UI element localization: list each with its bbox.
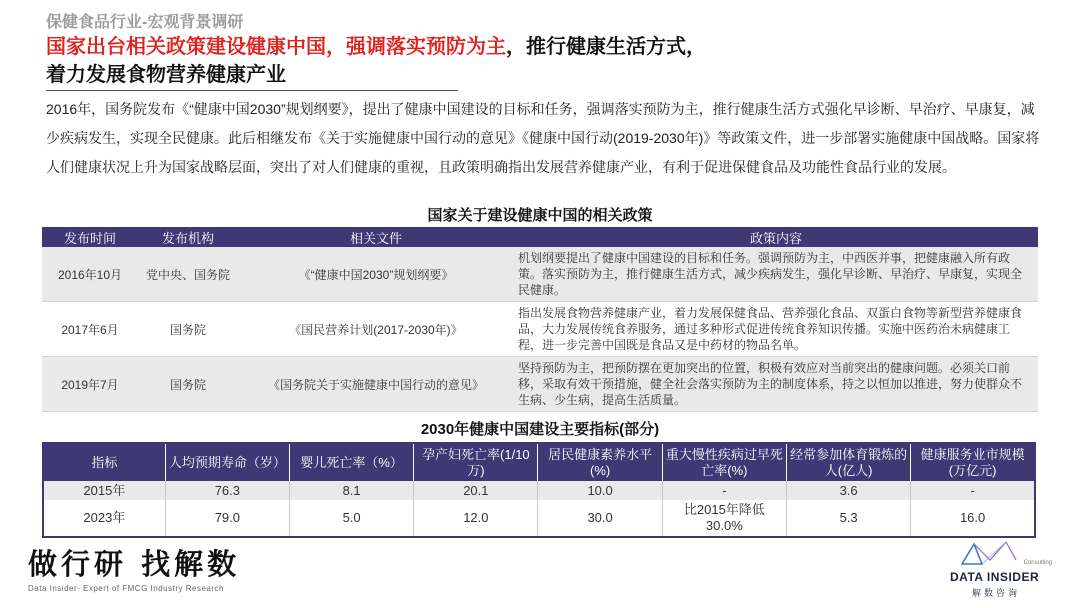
indicator-table-header: [43, 443, 1035, 481]
logo-consulting-label: Consulting: [1023, 560, 1052, 566]
indicator-value: 79.0: [165, 500, 289, 537]
policy-content: 坚持预防为主，把预防摆在更加突出的位置，积极有效应对当前突出的健康问题。必须关口前移，采取有效干预措施，健全社会落实预防为主的制度体系，持之以恒加以推进，努力使群众不生病、少生病，提高生活质量。: [514, 357, 1038, 412]
header-health-literacy: 居民健康素养水平(%): [538, 443, 662, 481]
indicator-value: 76.3: [165, 481, 289, 500]
policy-document: 《“健康中国2030”规划纲要》: [238, 247, 514, 302]
indicator-value: 5.0: [289, 500, 413, 537]
policy-agency: 党中央、国务院: [138, 247, 238, 302]
indicator-value: 12.0: [414, 500, 538, 537]
indicator-value: 3.6: [786, 481, 910, 500]
indicator-year: 2023年: [43, 500, 165, 537]
header-indicator: 指标: [43, 443, 165, 481]
indicator-value: 16.0: [911, 500, 1035, 537]
policy-date: 2019年7月: [42, 357, 138, 412]
policy-document: 《国务院关于实施健康中国行动的意见》: [238, 357, 514, 412]
policy-table: [42, 227, 1038, 412]
header-document: 相关文件: [238, 227, 514, 247]
indicator-value: 比2015年降低30.0%: [662, 500, 786, 537]
policy-table-title: 国家关于建设健康中国的相关政策: [427, 207, 653, 224]
indicator-table: [42, 442, 1036, 538]
policy-agency: 国务院: [138, 302, 238, 357]
header-agency: 发布机构: [138, 227, 238, 247]
headline-divider: [46, 90, 458, 91]
header-infant-mortality: 婴儿死亡率（%）: [289, 443, 413, 481]
header-exercise-population: 经常参加体育锻炼的人(亿人): [786, 443, 910, 481]
policy-table-header: [42, 227, 1038, 247]
page-title: [46, 33, 1046, 89]
indicator-table-title: 2030年健康中国建设主要指标(部分): [420, 421, 660, 438]
table-row: [43, 481, 1035, 500]
indicator-value: 20.1: [414, 481, 538, 500]
header-date: 发布时间: [42, 227, 138, 247]
logo-mark-icon: [960, 540, 1020, 566]
headline-rest: ，推行健康生活方式，: [506, 36, 706, 58]
headline-line-2: 着力发展食物营养健康产业: [46, 64, 286, 86]
policy-content: 机划纲要提出了健康中国建设的目标和任务。强调预防为主，中西医并事，把健康融入所有政策。落实预防为主，推行健康生活方式，减少疾病发生，强化早诊断、早治疗、早康复，实现全民健康。: [514, 247, 1038, 302]
table-row: [43, 500, 1035, 537]
policy-date: 2016年10月: [42, 247, 138, 302]
intro-paragraph: 2016年，国务院发布《“健康中国2030”规划纲要》，提出了健康中国建设的目标和任务，强调落实预防为主，推行健康生活方式强化早诊断、早治疗、早康复，减少疾病发生，实现全民健康。此后相继发布《关于实施健康中国行动的意见》《健康中国行动(2019-2030年)》等政策文件，进一步部署实施健康中国战略。国家将人们健康状况上升为国家战略层面，突出了对人们健康的重视，且政策明确指出发展营养健康产业，有利于促进保健食品及功能性食品行业的发展。: [46, 101, 1040, 175]
logo-brand: DATA INSIDER: [950, 570, 1040, 584]
header-content: 政策内容: [514, 227, 1038, 247]
indicator-value: 8.1: [289, 481, 413, 500]
indicator-value: 30.0: [538, 500, 662, 537]
headline-highlight: 国家出台相关政策建设健康中国，强调落实预防为主: [46, 36, 506, 58]
data-insider-logo: [950, 540, 1060, 602]
table-row: [42, 247, 1038, 302]
table-row: [42, 357, 1038, 412]
policy-agency: 国务院: [138, 357, 238, 412]
indicator-value: -: [662, 481, 786, 500]
policy-date: 2017年6月: [42, 302, 138, 357]
logo-brand-cn: 解数咨询: [972, 588, 1021, 598]
indicator-value: 5.3: [786, 500, 910, 537]
indicator-year: 2015年: [43, 481, 165, 500]
indicator-value: 10.0: [538, 481, 662, 500]
table-row: [42, 302, 1038, 357]
header-maternal-mortality: 孕产妇死亡率(1/10万): [414, 443, 538, 481]
policy-content: 指出发展食物营养健康产业，着力发展保健食品、营养强化食品、双蛋白食物等新型营养健康食品，大力发展传统食养服务，通过多种形式促进传统食养知识传播。实施中医药治未病健康工程，进一步完善中国既是食品又是中药材的物品名单。: [514, 302, 1038, 357]
policy-document: 《国民营养计划(2017-2030年)》: [238, 302, 514, 357]
header-life-expectancy: 人均预期寿命（岁）: [165, 443, 289, 481]
header-chronic-mortality: 重大慢性疾病过早死亡率(%): [662, 443, 786, 481]
header-health-service-scale: 健康服务业市规模(万亿元): [911, 443, 1035, 481]
breadcrumb: 保健食品行业-宏观背景调研: [46, 14, 244, 31]
slogan: 做行研 找解数: [28, 547, 241, 581]
indicator-value: -: [911, 481, 1035, 500]
slogan-subtitle: Data Insider- Expert of FMCG Industry Research: [28, 584, 224, 593]
